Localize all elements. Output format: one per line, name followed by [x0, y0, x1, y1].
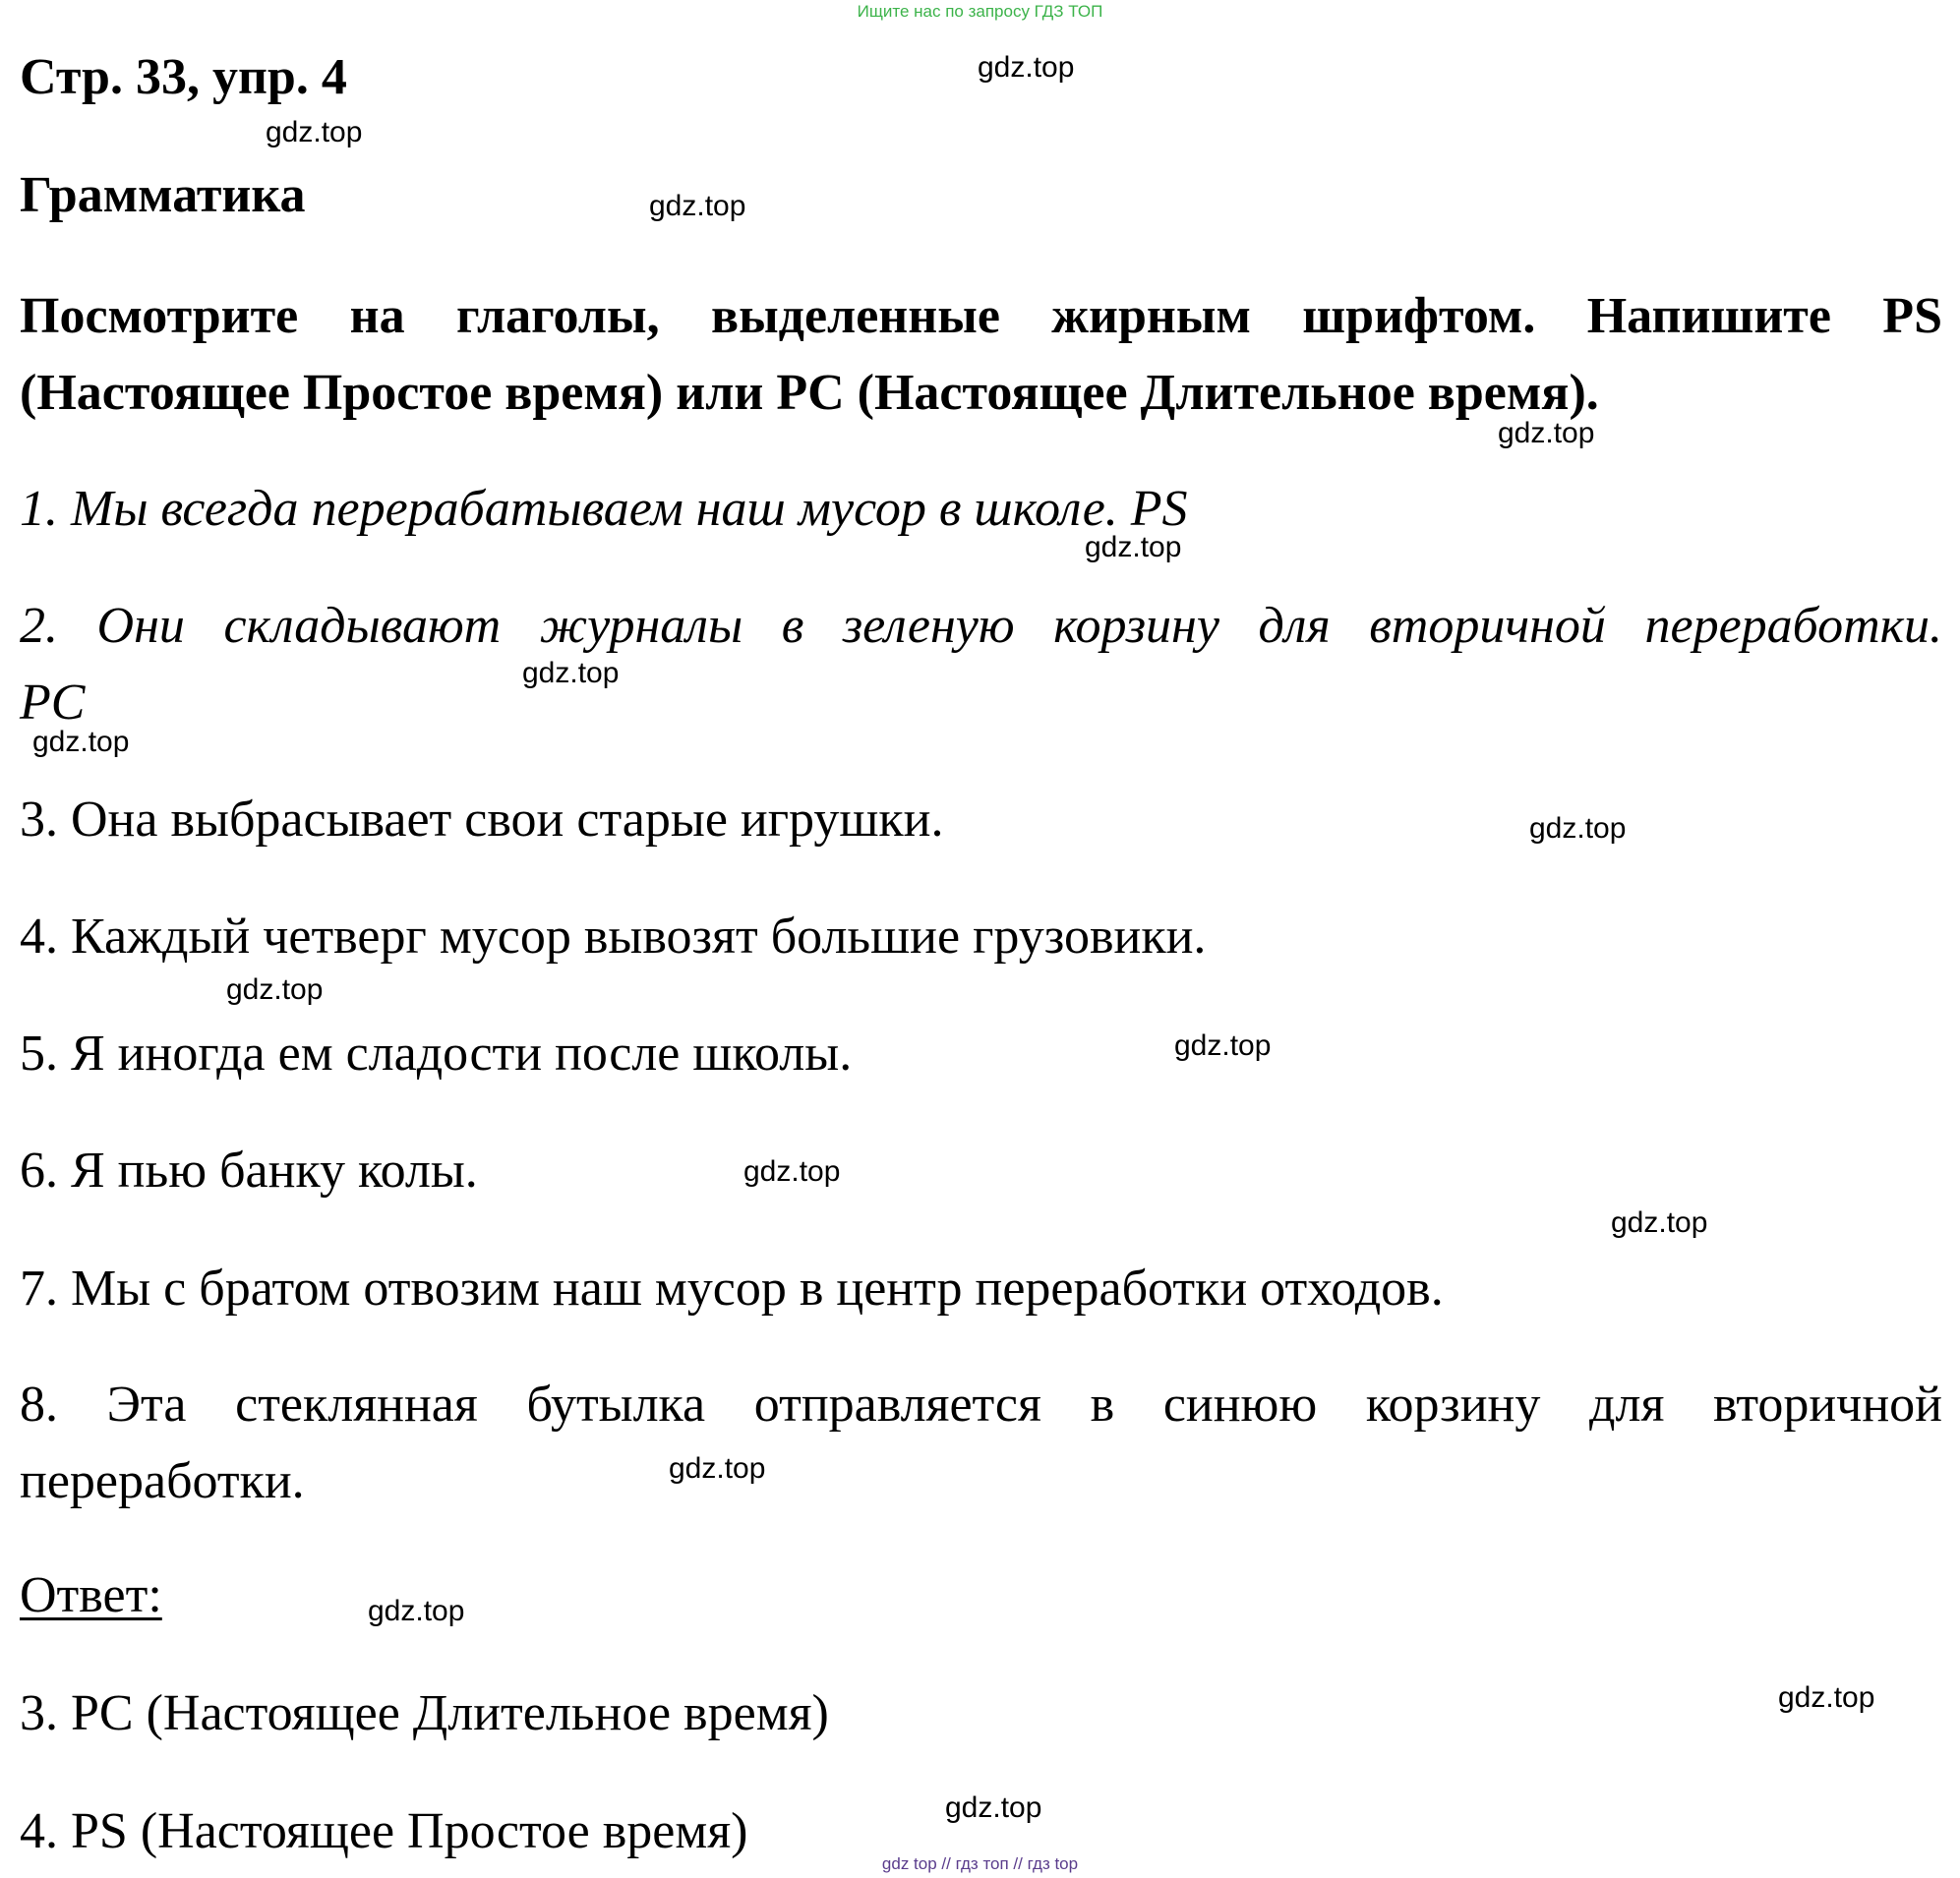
- watermark: gdz.top: [32, 726, 130, 758]
- watermark: gdz.top: [743, 1155, 841, 1188]
- top-banner: Ищите нас по запросу ГДЗ ТОП: [857, 2, 1103, 21]
- instructions-line-1: Посмотрите на глаголы, выделенные жирным шрифтом. Напишите PS: [20, 288, 1942, 344]
- watermark: gdz.top: [1778, 1681, 1875, 1714]
- instructions-line-2: (Настоящее Простое время) или PC (Настоящее Длительное время).: [20, 365, 1599, 421]
- watermark: gdz.top: [1529, 812, 1627, 845]
- watermark: gdz.top: [978, 51, 1075, 84]
- task-instructions: [20, 278, 1942, 432]
- exercise-item-7: 7. Мы с братом отвозим наш мусор в центр переработки отходов.: [20, 1261, 1444, 1317]
- answer-label: Ответ:: [20, 1567, 162, 1623]
- watermark: gdz.top: [1174, 1029, 1272, 1062]
- exercise-item-2-line-2: PC: [20, 675, 86, 731]
- exercise-item-8: [20, 1367, 1942, 1520]
- answer-item-4: 4. PS (Настоящее Простое время): [20, 1803, 748, 1859]
- watermark: gdz.top: [1611, 1206, 1708, 1239]
- page-title: Стр. 33, упр. 4: [20, 49, 347, 105]
- answer-item-3: 3. PC (Настоящее Длительное время): [20, 1685, 829, 1741]
- exercise-item-6: 6. Я пью банку колы.: [20, 1143, 478, 1199]
- watermark: gdz.top: [1085, 531, 1182, 563]
- watermark: gdz.top: [945, 1791, 1042, 1824]
- exercise-item-2: [20, 588, 1942, 741]
- watermark: gdz.top: [266, 116, 363, 148]
- exercise-item-8-line-1: 8. Эта стеклянная бутылка отправляется в синюю корзину для вторичной: [20, 1377, 1942, 1433]
- exercise-item-5: 5. Я иногда ем сладости после школы.: [20, 1026, 853, 1082]
- watermark: gdz.top: [226, 973, 324, 1006]
- exercise-item-1: 1. Мы всегда перерабатываем наш мусор в школе. PS: [20, 481, 1188, 537]
- watermark: gdz.top: [522, 657, 620, 689]
- exercise-item-2-line-1: 2. Они складывают журналы в зеленую корзину для вторичной переработки.: [20, 598, 1942, 654]
- watermark: gdz.top: [669, 1452, 766, 1485]
- exercise-item-3: 3. Она выбрасывает свои старые игрушки.: [20, 792, 944, 848]
- exercise-item-8-line-2: переработки.: [20, 1453, 305, 1509]
- exercise-item-4: 4. Каждый четверг мусор вывозят большие грузовики.: [20, 909, 1207, 965]
- watermark: gdz.top: [1498, 417, 1595, 449]
- footer-watermark: gdz top // гдз топ // гдз top: [881, 1854, 1079, 1873]
- watermark: gdz.top: [649, 190, 746, 222]
- watermark: gdz.top: [368, 1595, 465, 1627]
- section-heading: Грамматика: [20, 167, 306, 223]
